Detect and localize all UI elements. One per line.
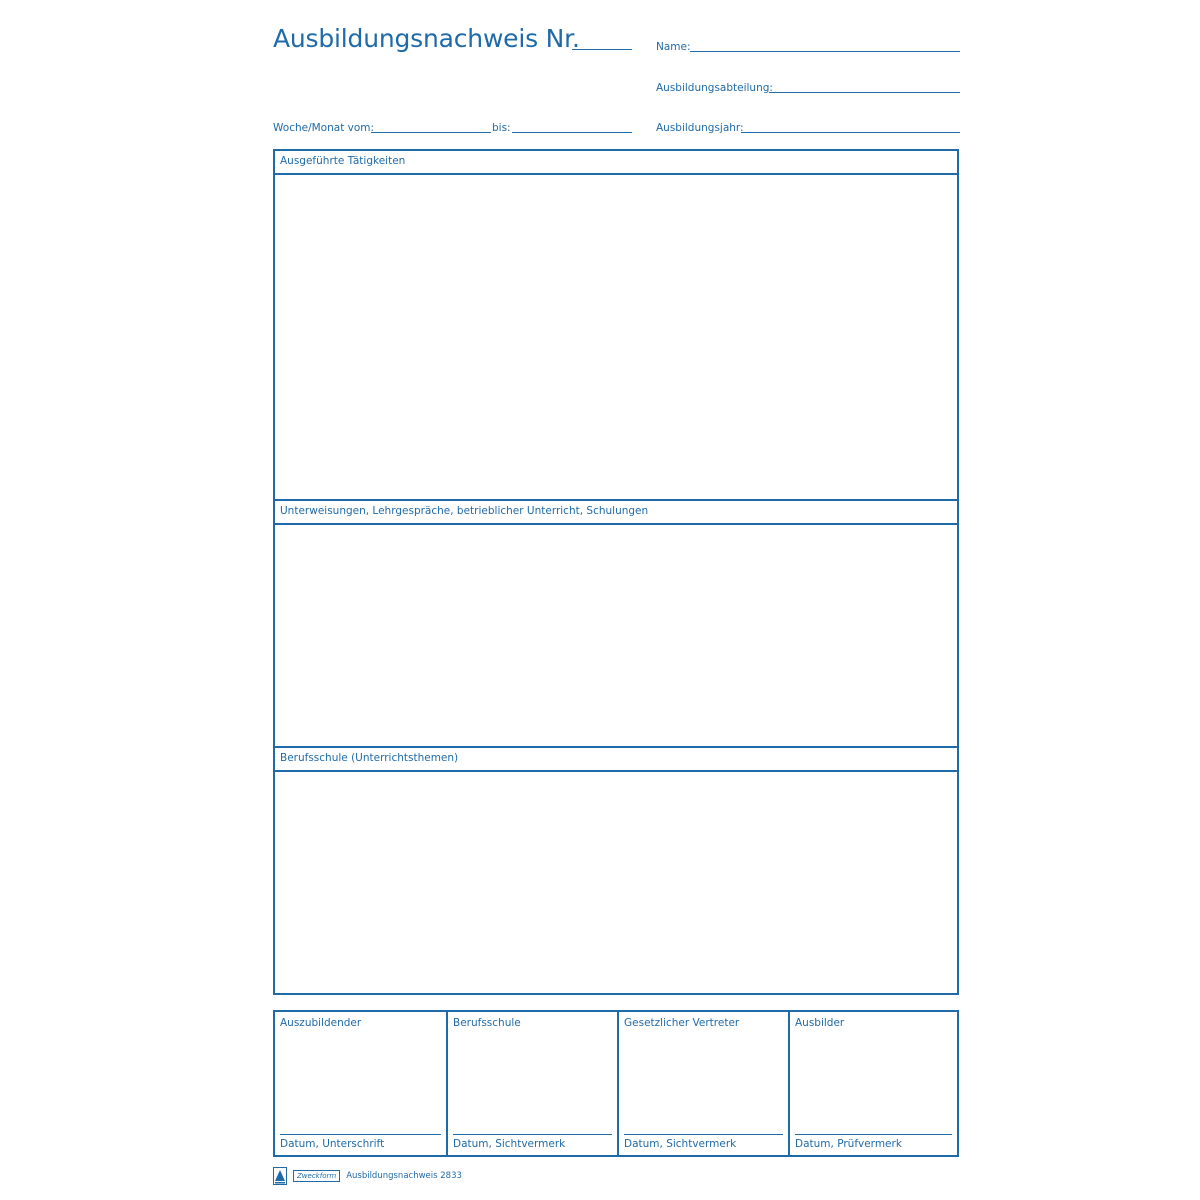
year-field[interactable] xyxy=(741,132,960,133)
department-field[interactable] xyxy=(769,92,960,93)
vocational-school-entry-area[interactable] xyxy=(275,772,957,993)
signature-title-vocational-school: Berufsschule xyxy=(453,1017,521,1029)
form-number: Ausbildungsnachweis 2833 xyxy=(346,1171,462,1181)
name-field[interactable] xyxy=(690,51,960,52)
signature-line-vocational-school xyxy=(453,1134,612,1135)
activity-sections xyxy=(273,149,959,995)
department-label: Ausbildungsabteilung: xyxy=(656,82,773,94)
brand-name: Zweckform xyxy=(293,1170,340,1182)
signature-title-trainee: Auszubildender xyxy=(280,1017,362,1029)
signature-row xyxy=(273,1010,959,1157)
signature-footer-legal-guardian: Datum, Sichtvermerk xyxy=(624,1138,737,1150)
signature-footer-trainee: Datum, Unterschrift xyxy=(280,1138,385,1150)
signature-cell-vocational-school[interactable] xyxy=(446,1012,617,1155)
section-header-instructions xyxy=(275,501,957,525)
section-header-activities xyxy=(275,151,957,175)
brand-logo-icon xyxy=(273,1167,287,1185)
section-title-vocational-school: Berufsschule (Unterrichtsthemen) xyxy=(280,752,459,764)
form-title: Ausbildungsnachweis Nr. xyxy=(273,24,580,53)
activities-entry-area[interactable] xyxy=(275,175,957,501)
week-until-field[interactable] xyxy=(512,132,632,133)
signature-cell-trainee[interactable] xyxy=(275,1012,446,1155)
year-label: Ausbildungsjahr: xyxy=(656,122,744,134)
signature-cell-legal-guardian[interactable] xyxy=(617,1012,788,1155)
week-from-label: Woche/Monat vom: xyxy=(273,122,375,134)
signature-cell-trainer[interactable] xyxy=(788,1012,957,1155)
section-title-instructions: Unterweisungen, Lehrgespräche, betrieblicher Unterricht, Schulungen xyxy=(280,505,649,517)
report-number-field[interactable] xyxy=(572,49,632,50)
form-footer xyxy=(273,1166,462,1186)
instructions-entry-area[interactable] xyxy=(275,525,957,748)
week-from-field[interactable] xyxy=(371,132,491,133)
signature-footer-vocational-school: Datum, Sichtvermerk xyxy=(453,1138,566,1150)
name-label: Name: xyxy=(656,41,691,53)
signature-line-trainee xyxy=(280,1134,441,1135)
signature-title-legal-guardian: Gesetzlicher Vertreter xyxy=(624,1017,740,1029)
signature-line-legal-guardian xyxy=(624,1134,783,1135)
signature-title-trainer: Ausbilder xyxy=(795,1017,845,1029)
section-title-activities: Ausgeführte Tätigkeiten xyxy=(280,155,406,167)
section-header-vocational-school xyxy=(275,748,957,772)
signature-footer-trainer: Datum, Prüfvermerk xyxy=(795,1138,902,1150)
week-until-label: bis: xyxy=(492,122,511,134)
signature-line-trainer xyxy=(795,1134,952,1135)
